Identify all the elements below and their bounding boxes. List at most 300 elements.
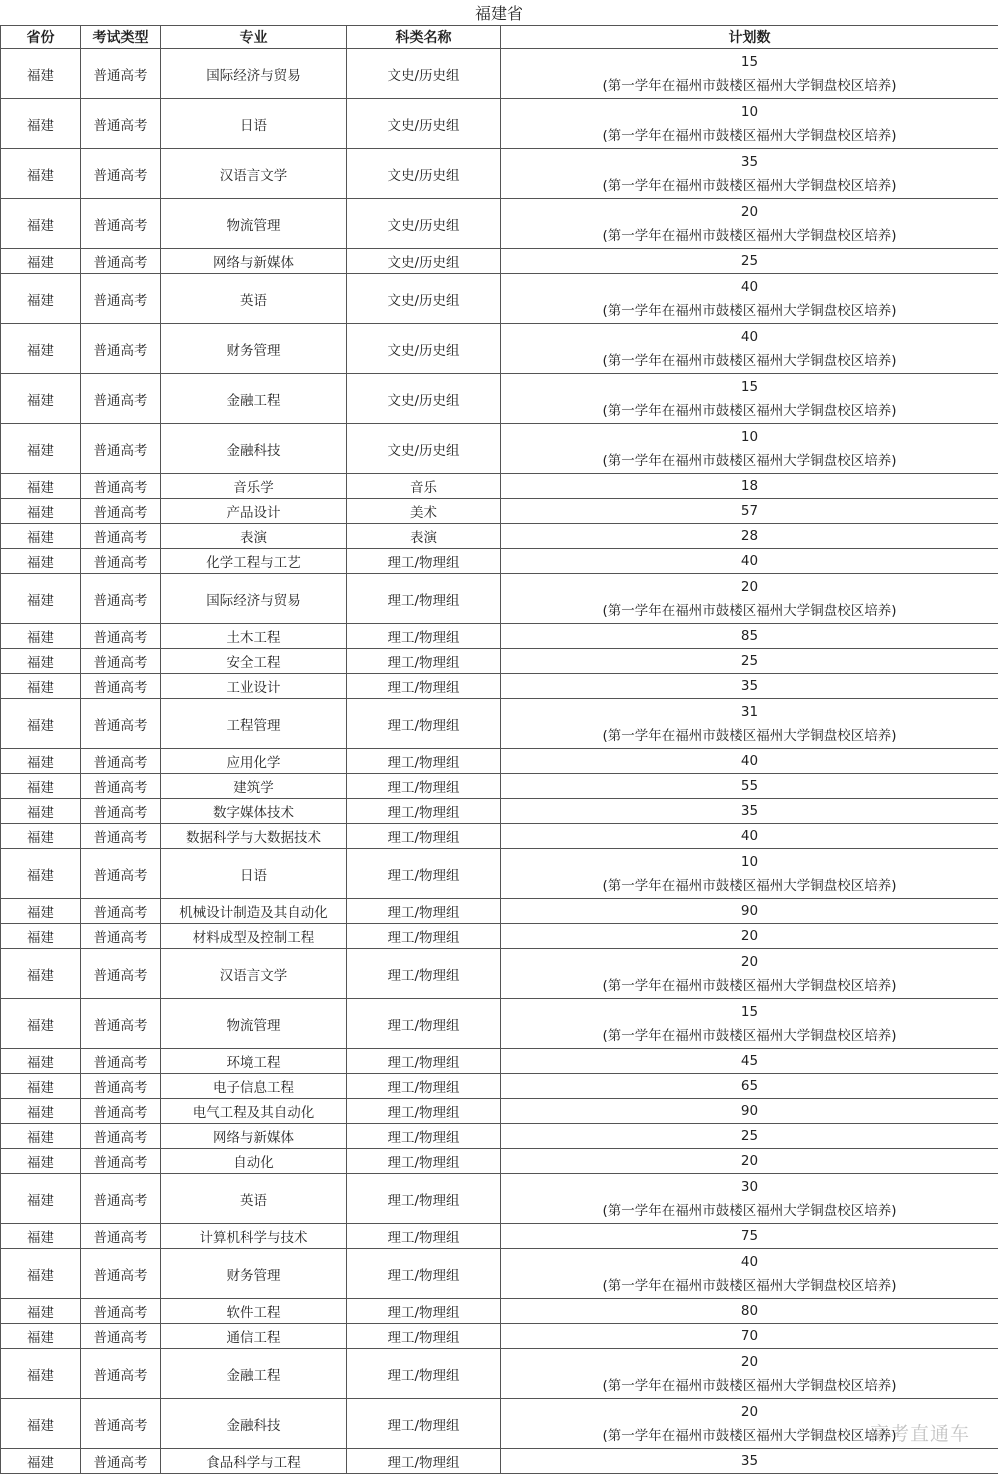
cell-province: 福建 (1, 899, 81, 924)
cell-province: 福建 (1, 949, 81, 999)
cell-province: 福建 (1, 1074, 81, 1099)
table-row (1, 1349, 998, 1399)
plan-note: (第一学年在福州市鼓楼区福州大学铜盘校区培养) (602, 127, 897, 144)
plan-number: 20 (740, 1353, 759, 1370)
table-row (1, 924, 998, 949)
cell-province: 福建 (1, 749, 81, 774)
cell-exam-type: 普通高考 (81, 699, 161, 749)
table-row (1, 624, 998, 649)
table-row (1, 1174, 998, 1224)
cell-category: 理工/物理组 (347, 1224, 501, 1249)
cell-exam-type: 普通高考 (81, 1399, 161, 1449)
cell-plan (501, 1324, 998, 1349)
plan-number: 35 (740, 1453, 759, 1469)
table-row (1, 549, 998, 574)
table-row (1, 799, 998, 824)
cell-province: 福建 (1, 1099, 81, 1124)
cell-exam-type: 普通高考 (81, 649, 161, 674)
cell-province: 福建 (1, 999, 81, 1049)
table-row (1, 499, 998, 524)
cell-exam-type: 普通高考 (81, 774, 161, 799)
cell-category: 理工/物理组 (347, 799, 501, 824)
cell-exam-type: 普通高考 (81, 49, 161, 99)
cell-province: 福建 (1, 1124, 81, 1149)
cell-province: 福建 (1, 574, 81, 624)
table-row (1, 1049, 998, 1074)
cell-major: 金融科技 (161, 424, 347, 474)
cell-exam-type: 普通高考 (81, 799, 161, 824)
cell-exam-type: 普通高考 (81, 1299, 161, 1324)
plan-note: (第一学年在福州市鼓楼区福州大学铜盘校区培养) (602, 1202, 897, 1219)
cell-category: 理工/物理组 (347, 849, 501, 899)
plan-number: 85 (740, 628, 759, 644)
table-row (1, 1449, 998, 1474)
cell-plan (501, 674, 998, 699)
cell-major: 数据科学与大数据技术 (161, 824, 347, 849)
plan-number: 20 (740, 578, 759, 595)
cell-category: 理工/物理组 (347, 949, 501, 999)
plan-number: 75 (740, 1228, 759, 1244)
header-exam-type: 考试类型 (81, 26, 161, 49)
cell-major: 物流管理 (161, 199, 347, 249)
cell-major: 电气工程及其自动化 (161, 1099, 347, 1124)
table-row (1, 849, 998, 899)
cell-category: 理工/物理组 (347, 574, 501, 624)
cell-major: 金融工程 (161, 374, 347, 424)
header-row (1, 26, 998, 49)
cell-plan (501, 949, 998, 999)
cell-exam-type: 普通高考 (81, 1324, 161, 1349)
cell-exam-type: 普通高考 (81, 1049, 161, 1074)
cell-category: 文史/历史组 (347, 374, 501, 424)
cell-major: 机械设计制造及其自动化 (161, 899, 347, 924)
cell-major: 表演 (161, 524, 347, 549)
cell-major: 国际经济与贸易 (161, 574, 347, 624)
plan-note: (第一学年在福州市鼓楼区福州大学铜盘校区培养) (602, 77, 897, 94)
plan-number: 70 (740, 1328, 759, 1344)
plan-number: 40 (740, 328, 759, 345)
plan-note: (第一学年在福州市鼓楼区福州大学铜盘校区培养) (602, 177, 897, 194)
plan-number: 10 (740, 428, 759, 445)
cell-province: 福建 (1, 524, 81, 549)
table-row (1, 649, 998, 674)
cell-plan (501, 199, 998, 249)
plan-number: 20 (740, 1403, 759, 1420)
plan-number: 25 (740, 253, 759, 269)
table-row (1, 1324, 998, 1349)
cell-province: 福建 (1, 49, 81, 99)
watermark: 高考直通车 (869, 1423, 970, 1445)
cell-exam-type: 普通高考 (81, 424, 161, 474)
cell-category: 理工/物理组 (347, 824, 501, 849)
cell-category: 表演 (347, 524, 501, 549)
cell-province: 福建 (1, 474, 81, 499)
plan-note: (第一学年在福州市鼓楼区福州大学铜盘校区培养) (602, 1427, 897, 1444)
cell-province: 福建 (1, 674, 81, 699)
cell-province: 福建 (1, 1049, 81, 1074)
admission-plan-table (0, 25, 998, 1474)
cell-category: 理工/物理组 (347, 1149, 501, 1174)
cell-plan (501, 1099, 998, 1124)
cell-province: 福建 (1, 274, 81, 324)
plan-number: 31 (740, 703, 759, 720)
cell-plan (501, 1349, 998, 1399)
cell-major: 化学工程与工艺 (161, 549, 347, 574)
table-row (1, 424, 998, 474)
cell-plan (501, 49, 998, 99)
cell-category: 理工/物理组 (347, 1399, 501, 1449)
cell-province: 福建 (1, 774, 81, 799)
cell-plan (501, 549, 998, 574)
table-row (1, 474, 998, 499)
cell-exam-type: 普通高考 (81, 949, 161, 999)
cell-exam-type: 普通高考 (81, 549, 161, 574)
cell-category: 理工/物理组 (347, 1349, 501, 1399)
cell-exam-type: 普通高考 (81, 849, 161, 899)
cell-plan (501, 924, 998, 949)
plan-note: (第一学年在福州市鼓楼区福州大学铜盘校区培养) (602, 302, 897, 319)
plan-note: (第一学年在福州市鼓楼区福州大学铜盘校区培养) (602, 602, 897, 619)
cell-category: 理工/物理组 (347, 924, 501, 949)
cell-province: 福建 (1, 624, 81, 649)
cell-category: 文史/历史组 (347, 199, 501, 249)
plan-note: (第一学年在福州市鼓楼区福州大学铜盘校区培养) (602, 227, 897, 244)
plan-number: 15 (740, 1003, 759, 1020)
cell-major: 网络与新媒体 (161, 1124, 347, 1149)
cell-exam-type: 普通高考 (81, 899, 161, 924)
cell-plan (501, 374, 998, 424)
cell-major: 工业设计 (161, 674, 347, 699)
table-row (1, 1299, 998, 1324)
table-row (1, 99, 998, 149)
cell-exam-type: 普通高考 (81, 1224, 161, 1249)
cell-province: 福建 (1, 499, 81, 524)
plan-number: 15 (740, 53, 759, 70)
cell-exam-type: 普通高考 (81, 524, 161, 549)
plan-number: 25 (740, 1128, 759, 1144)
cell-province: 福建 (1, 199, 81, 249)
cell-province: 福建 (1, 374, 81, 424)
cell-category: 理工/物理组 (347, 1074, 501, 1099)
cell-plan (501, 524, 998, 549)
table-row (1, 699, 998, 749)
cell-exam-type: 普通高考 (81, 574, 161, 624)
cell-plan (501, 1074, 998, 1099)
cell-category: 理工/物理组 (347, 774, 501, 799)
cell-exam-type: 普通高考 (81, 1249, 161, 1299)
cell-plan (501, 1149, 998, 1174)
plan-number: 90 (740, 1103, 759, 1119)
cell-category: 文史/历史组 (347, 424, 501, 474)
cell-province: 福建 (1, 1149, 81, 1174)
cell-exam-type: 普通高考 (81, 99, 161, 149)
plan-number: 65 (740, 1078, 759, 1094)
cell-plan (501, 799, 998, 824)
cell-major: 财务管理 (161, 324, 347, 374)
plan-number: 28 (740, 528, 759, 544)
cell-plan (501, 99, 998, 149)
cell-province: 福建 (1, 1174, 81, 1224)
plan-note: (第一学年在福州市鼓楼区福州大学铜盘校区培养) (602, 1027, 897, 1044)
cell-province: 福建 (1, 1349, 81, 1399)
cell-category: 理工/物理组 (347, 1124, 501, 1149)
plan-number: 35 (740, 803, 759, 819)
plan-number: 10 (740, 853, 759, 870)
cell-category: 理工/物理组 (347, 699, 501, 749)
cell-plan (501, 574, 998, 624)
cell-plan (501, 999, 998, 1049)
cell-exam-type: 普通高考 (81, 824, 161, 849)
table-row (1, 524, 998, 549)
cell-category: 理工/物理组 (347, 899, 501, 924)
plan-note: (第一学年在福州市鼓楼区福州大学铜盘校区培养) (602, 452, 897, 469)
cell-plan (501, 424, 998, 474)
cell-category: 理工/物理组 (347, 1324, 501, 1349)
cell-major: 数字媒体技术 (161, 799, 347, 824)
cell-category: 音乐 (347, 474, 501, 499)
cell-category: 理工/物理组 (347, 649, 501, 674)
plan-number: 15 (740, 378, 759, 395)
cell-province: 福建 (1, 924, 81, 949)
cell-province: 福建 (1, 1299, 81, 1324)
cell-exam-type: 普通高考 (81, 1074, 161, 1099)
plan-note: (第一学年在福州市鼓楼区福州大学铜盘校区培养) (602, 1377, 897, 1394)
cell-major: 汉语言文学 (161, 949, 347, 999)
cell-category: 文史/历史组 (347, 249, 501, 274)
cell-exam-type: 普通高考 (81, 474, 161, 499)
plan-number: 40 (740, 1253, 759, 1270)
header-province: 省份 (1, 26, 81, 49)
cell-exam-type: 普通高考 (81, 249, 161, 274)
plan-note: (第一学年在福州市鼓楼区福州大学铜盘校区培养) (602, 977, 897, 994)
cell-exam-type: 普通高考 (81, 324, 161, 374)
table-row (1, 824, 998, 849)
cell-plan (501, 1124, 998, 1149)
table-row (1, 274, 998, 324)
cell-major: 环境工程 (161, 1049, 347, 1074)
table-title: 福建省 (474, 4, 523, 23)
plan-number: 57 (740, 503, 759, 519)
cell-category: 文史/历史组 (347, 149, 501, 199)
cell-province: 福建 (1, 1449, 81, 1474)
cell-major: 金融工程 (161, 1349, 347, 1399)
cell-plan (501, 1299, 998, 1324)
cell-province: 福建 (1, 849, 81, 899)
table-row (1, 674, 998, 699)
cell-category: 理工/物理组 (347, 549, 501, 574)
plan-number: 10 (740, 103, 759, 120)
table-row (1, 49, 998, 99)
table-row (1, 149, 998, 199)
plan-number: 30 (740, 1178, 759, 1195)
cell-major: 应用化学 (161, 749, 347, 774)
cell-province: 福建 (1, 1224, 81, 1249)
cell-exam-type: 普通高考 (81, 624, 161, 649)
plan-number: 40 (740, 278, 759, 295)
cell-exam-type: 普通高考 (81, 999, 161, 1049)
plan-number: 55 (740, 778, 759, 794)
plan-number: 20 (740, 928, 759, 944)
cell-plan (501, 1174, 998, 1224)
cell-province: 福建 (1, 1324, 81, 1349)
cell-province: 福建 (1, 699, 81, 749)
cell-major: 音乐学 (161, 474, 347, 499)
plan-number: 40 (740, 828, 759, 844)
cell-plan (501, 699, 998, 749)
cell-province: 福建 (1, 799, 81, 824)
cell-major: 食品科学与工程 (161, 1449, 347, 1474)
cell-plan (501, 899, 998, 924)
plan-note: (第一学年在福州市鼓楼区福州大学铜盘校区培养) (602, 1277, 897, 1294)
cell-plan (501, 624, 998, 649)
cell-major: 国际经济与贸易 (161, 49, 347, 99)
cell-major: 安全工程 (161, 649, 347, 674)
cell-plan (501, 1049, 998, 1074)
plan-number: 40 (740, 753, 759, 769)
cell-province: 福建 (1, 149, 81, 199)
header-major: 专业 (161, 26, 347, 49)
cell-exam-type: 普通高考 (81, 749, 161, 774)
cell-exam-type: 普通高考 (81, 1099, 161, 1124)
plan-number: 35 (740, 678, 759, 694)
cell-plan (501, 824, 998, 849)
cell-category: 美术 (347, 499, 501, 524)
cell-province: 福建 (1, 99, 81, 149)
table-row (1, 1224, 998, 1249)
cell-major: 物流管理 (161, 999, 347, 1049)
cell-exam-type: 普通高考 (81, 149, 161, 199)
cell-category: 理工/物理组 (347, 1099, 501, 1124)
table-row (1, 374, 998, 424)
cell-category: 理工/物理组 (347, 1449, 501, 1474)
cell-province: 福建 (1, 1399, 81, 1449)
table-row (1, 324, 998, 374)
table-row (1, 1099, 998, 1124)
table-body (1, 49, 998, 1474)
plan-note: (第一学年在福州市鼓楼区福州大学铜盘校区培养) (602, 352, 897, 369)
cell-major: 财务管理 (161, 1249, 347, 1299)
cell-plan (501, 474, 998, 499)
plan-note: (第一学年在福州市鼓楼区福州大学铜盘校区培养) (602, 402, 897, 419)
cell-major: 建筑学 (161, 774, 347, 799)
cell-plan (501, 274, 998, 324)
table-row (1, 249, 998, 274)
cell-category: 理工/物理组 (347, 999, 501, 1049)
cell-plan (501, 774, 998, 799)
cell-exam-type: 普通高考 (81, 374, 161, 424)
cell-category: 文史/历史组 (347, 324, 501, 374)
cell-province: 福建 (1, 824, 81, 849)
table-row (1, 899, 998, 924)
cell-plan (501, 1224, 998, 1249)
cell-category: 理工/物理组 (347, 749, 501, 774)
cell-exam-type: 普通高考 (81, 1149, 161, 1174)
cell-major: 自动化 (161, 1149, 347, 1174)
cell-plan (501, 324, 998, 374)
cell-major: 产品设计 (161, 499, 347, 524)
cell-major: 金融科技 (161, 1399, 347, 1449)
cell-major: 材料成型及控制工程 (161, 924, 347, 949)
plan-number: 80 (740, 1303, 759, 1319)
cell-plan (501, 849, 998, 899)
plan-number: 20 (740, 953, 759, 970)
cell-plan (501, 149, 998, 199)
plan-number: 90 (740, 903, 759, 919)
cell-province: 福建 (1, 324, 81, 374)
cell-major: 英语 (161, 1174, 347, 1224)
plan-number: 45 (740, 1053, 759, 1069)
table-row (1, 1249, 998, 1299)
plan-number: 18 (740, 478, 759, 494)
cell-category: 理工/物理组 (347, 624, 501, 649)
cell-major: 日语 (161, 99, 347, 149)
cell-major: 网络与新媒体 (161, 249, 347, 274)
cell-province: 福建 (1, 249, 81, 274)
cell-exam-type: 普通高考 (81, 1174, 161, 1224)
cell-major: 英语 (161, 274, 347, 324)
cell-plan (501, 249, 998, 274)
cell-plan (501, 649, 998, 674)
cell-major: 软件工程 (161, 1299, 347, 1324)
plan-number: 35 (740, 153, 759, 170)
cell-exam-type: 普通高考 (81, 674, 161, 699)
cell-category: 文史/历史组 (347, 99, 501, 149)
cell-major: 汉语言文学 (161, 149, 347, 199)
cell-exam-type: 普通高考 (81, 274, 161, 324)
cell-plan (501, 1449, 998, 1474)
cell-exam-type: 普通高考 (81, 924, 161, 949)
table-row (1, 774, 998, 799)
cell-major: 工程管理 (161, 699, 347, 749)
cell-plan (501, 749, 998, 774)
cell-exam-type: 普通高考 (81, 499, 161, 524)
cell-major: 土木工程 (161, 624, 347, 649)
table-row (1, 199, 998, 249)
cell-province: 福建 (1, 1249, 81, 1299)
cell-province: 福建 (1, 424, 81, 474)
header-category: 科类名称 (347, 26, 501, 49)
cell-province: 福建 (1, 649, 81, 674)
cell-plan (501, 499, 998, 524)
cell-exam-type: 普通高考 (81, 1449, 161, 1474)
table-row (1, 574, 998, 624)
cell-category: 理工/物理组 (347, 1174, 501, 1224)
cell-category: 理工/物理组 (347, 674, 501, 699)
header-plan: 计划数 (501, 26, 998, 49)
table-row (1, 749, 998, 774)
cell-exam-type: 普通高考 (81, 1349, 161, 1399)
cell-exam-type: 普通高考 (81, 1124, 161, 1149)
plan-note: (第一学年在福州市鼓楼区福州大学铜盘校区培养) (602, 727, 897, 744)
cell-major: 日语 (161, 849, 347, 899)
plan-number: 25 (740, 653, 759, 669)
cell-province: 福建 (1, 549, 81, 574)
plan-number: 40 (740, 553, 759, 569)
table-row (1, 1149, 998, 1174)
cell-plan (501, 1249, 998, 1299)
cell-category: 理工/物理组 (347, 1049, 501, 1074)
table-row (1, 1399, 998, 1449)
table-row (1, 1074, 998, 1099)
cell-exam-type: 普通高考 (81, 199, 161, 249)
table-row (1, 949, 998, 999)
table-row (1, 999, 998, 1049)
plan-number: 20 (740, 203, 759, 220)
cell-category: 文史/历史组 (347, 274, 501, 324)
cell-major: 通信工程 (161, 1324, 347, 1349)
table-row (1, 1124, 998, 1149)
plan-number: 20 (740, 1153, 759, 1169)
